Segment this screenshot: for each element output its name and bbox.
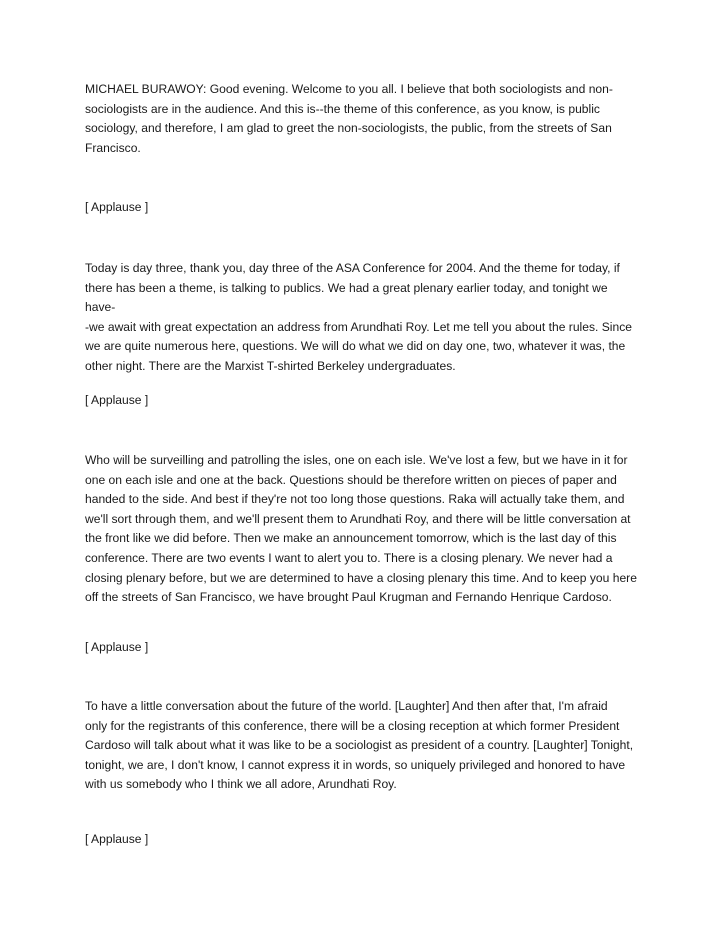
applause-note: [ Applause ] [85, 640, 149, 654]
transcript-paragraph-opening: MICHAEL BURAWOY: Good evening. Welcome to you all. I believe that both sociologists and non- sociologists are in the audience. And this is--the theme of this conference, as you know, is public sociology, and therefore, I am glad to greet the non-sociologists, the public, from the streets of San Francisco. [85, 82, 613, 155]
applause-note: [ Applause ] [85, 832, 149, 846]
transcript-paragraph-announcements: Who will be surveilling and patrolling the isles, one on each isle. We've lost a few, but we have in it for one on each isle and one at the back. Questions should be therefore written on pieces of paper and handed to the side. And best if they're not too long those questions. Raka will actually take them, and we'll sort through them, and we'll present them to Arundhati Roy, and there will be little conversation at the front like we did before. Then we make an announcement tomorrow, which is the last day of this conference. There are two events I want to alert you to. There is a closing plenary. We never had a closing plenary before, but we are determined to have a closing plenary this time. And to keep you here off the streets of San Francisco, we have brought Paul Krugman and Fernando Henrique Cardoso. [85, 453, 637, 605]
applause-note: [ Applause ] [85, 200, 149, 214]
transcript-paragraph-introduction: To have a little conversation about the future of the world. [Laughter] And then after that, I'm afraid only for the registrants of this conference, there will be a closing reception at which former President Cardoso will talk about what it was like to be a sociologist as president of a country. [Laughter] Tonight, tonight, we are, I don't know, I cannot express it in words, so uniquely privileged and honored to have with us somebody who I think we all adore, Arundhati Roy. [85, 699, 634, 792]
transcript-paragraph-rules: Today is day three, thank you, day three of the ASA Conference for 2004. And the theme for today, if there has been a theme, is talking to publics. We had a great plenary earlier today, and tonight we have- -we await with great expectation an address from Arundhati Roy. Let me tell you about the rules. Since we are quite numerous here, questions. We will do what we did on day one, two, whatever it was, the other night. There are the Marxist T-shirted Berkeley undergraduates. [85, 261, 632, 373]
applause-note: [ Applause ] [85, 393, 149, 407]
